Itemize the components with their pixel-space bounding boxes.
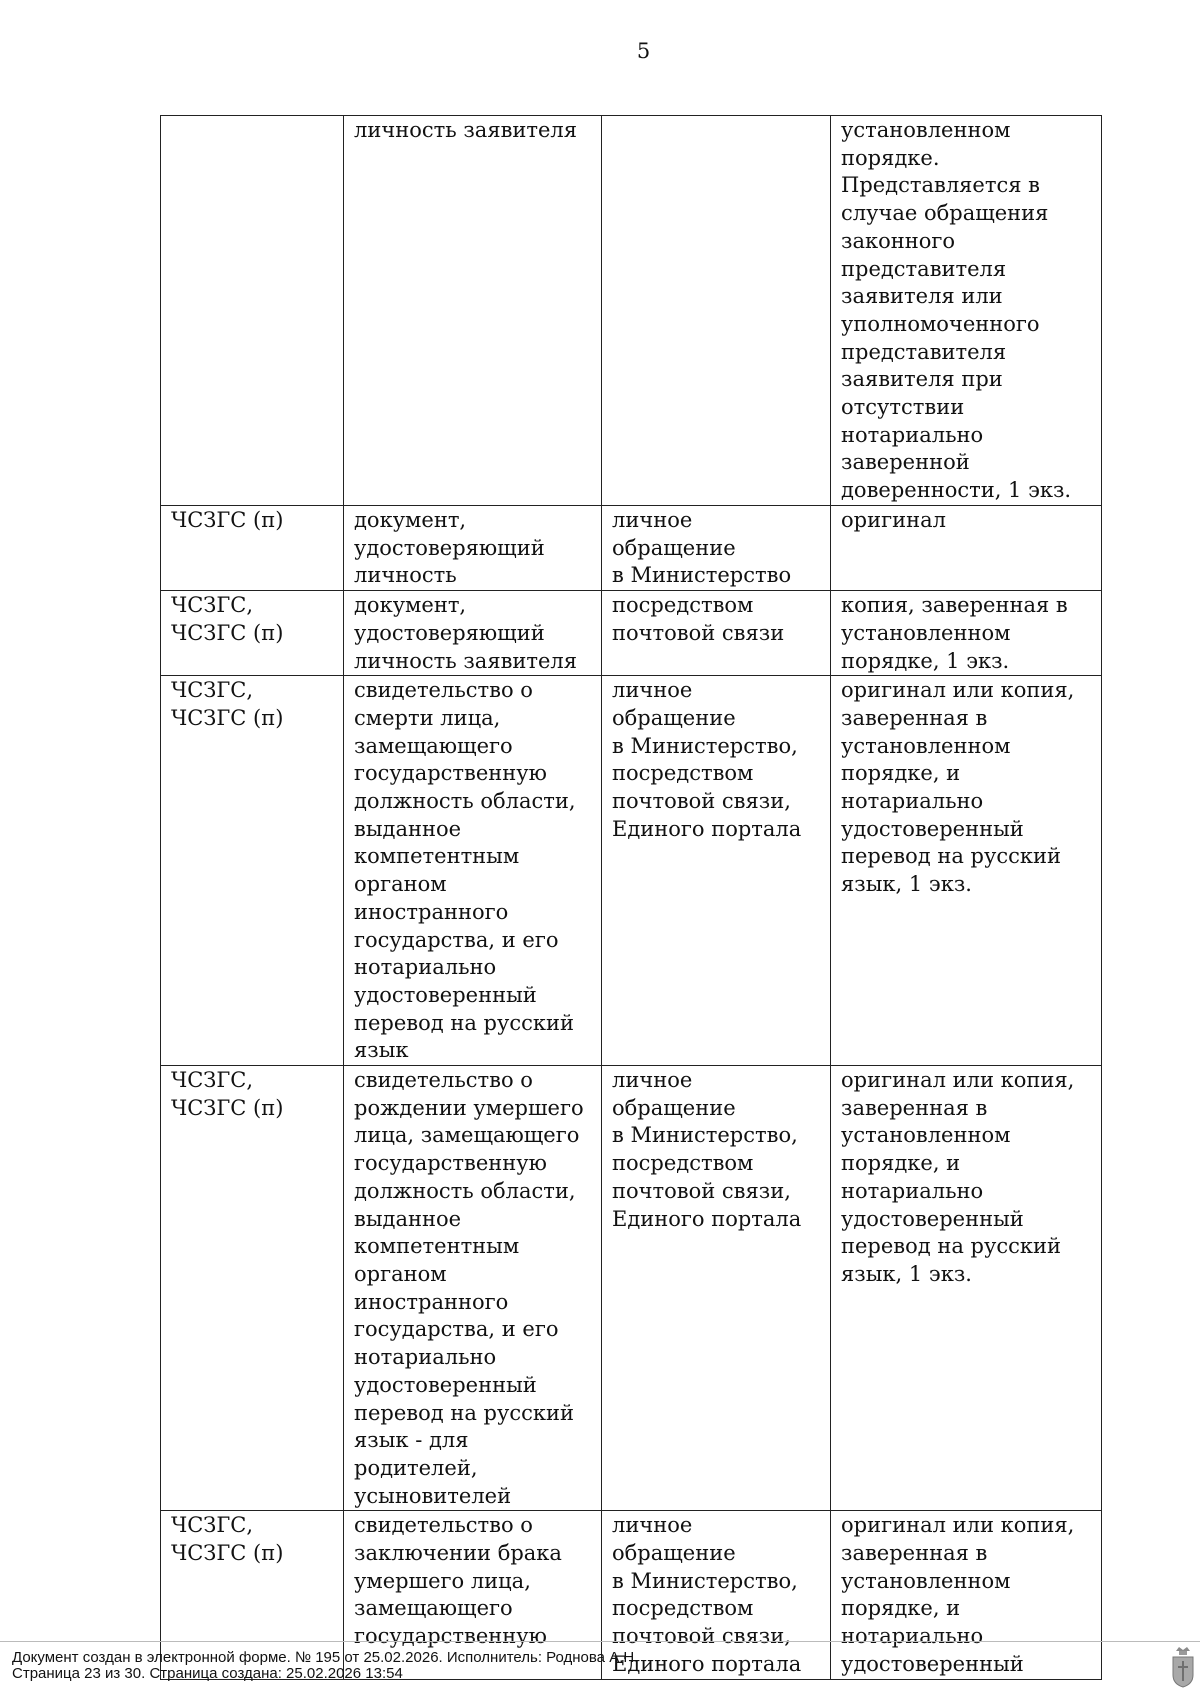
table-cell-method: личное обращение в Министерство, посредством почтовой связи, Единого портала: [602, 1066, 831, 1511]
table-cell-document: документ, удостоверяющий личность заявителя: [344, 591, 602, 676]
table-cell-category: ЧСЗГС, ЧСЗГС (п): [161, 676, 344, 1066]
table-cell-document: документ, удостоверяющий личность: [344, 506, 602, 591]
coat-of-arms-icon: [1170, 1645, 1196, 1689]
document-table: [160, 115, 1102, 1680]
table-cell-form: установленном порядке. Представляется в случае обращения законного представителя заявителя или уполномоченного представителя заявителя при отсутствии нотариально заверенной доверенности, 1 экз.: [831, 116, 1102, 506]
footer-divider: [0, 1641, 1200, 1642]
table-row: [161, 116, 1102, 506]
table-row: [161, 591, 1102, 676]
table-cell-document: свидетельство о смерти лица, замещающего государственную должность области, выданное компетентным органом иностранного государства, и его нотариально удостоверенный перевод на русский язык: [344, 676, 602, 1066]
table-cell-document: личность заявителя: [344, 116, 602, 506]
table-cell-method: [602, 116, 831, 506]
table-cell-method: личное обращение в Министерство: [602, 506, 831, 591]
footer-line-document-info: Документ создан в электронной форме. № 195 от 25.02.2026. Исполнитель: Роднова А.Н.: [12, 1649, 639, 1666]
table-cell-category: ЧСЗГС, ЧСЗГС (п): [161, 1511, 344, 1679]
page-number: 5: [636, 39, 651, 63]
table-cell-form: оригинал: [831, 506, 1102, 591]
document-footer: [12, 1650, 638, 1682]
table-cell-form: копия, заверенная в установленном порядке, 1 экз.: [831, 591, 1102, 676]
table-cell-category: [161, 116, 344, 506]
table-cell-form: оригинал или копия, заверенная в установленном порядке, и нотариально удостоверенный: [831, 1511, 1102, 1679]
table-cell-form: оригинал или копия, заверенная в установленном порядке, и нотариально удостоверенный перевод на русский язык, 1 экз.: [831, 676, 1102, 1066]
table-cell-method: посредством почтовой связи: [602, 591, 831, 676]
table-row: [161, 506, 1102, 591]
footer-line-page-info: Страница 23 из 30. Страница создана: 25.02.2026 13:54: [12, 1665, 403, 1682]
table-cell-document: свидетельство о рождении умершего лица, замещающего государственную должность области, выданное компетентным органом иностранного государства, и его нотариально удостоверенный перевод на русский язык - для родителей, усыновителей: [344, 1066, 602, 1511]
table-row: [161, 676, 1102, 1066]
table-row: [161, 1066, 1102, 1511]
table-cell-category: ЧСЗГС, ЧСЗГС (п): [161, 591, 344, 676]
table-cell-method: личное обращение в Министерство, посредством почтовой связи, Единого портала: [602, 1511, 831, 1679]
table-cell-category: ЧСЗГС, ЧСЗГС (п): [161, 1066, 344, 1511]
table-cell-method: личное обращение в Министерство, посредством почтовой связи, Единого портала: [602, 676, 831, 1066]
table-cell-category: ЧСЗГС (п): [161, 506, 344, 591]
table-cell-form: оригинал или копия, заверенная в установленном порядке, и нотариально удостоверенный перевод на русский язык, 1 экз.: [831, 1066, 1102, 1511]
table-cell-document: свидетельство о заключении брака умершего лица, замещающего государственную: [344, 1511, 602, 1679]
